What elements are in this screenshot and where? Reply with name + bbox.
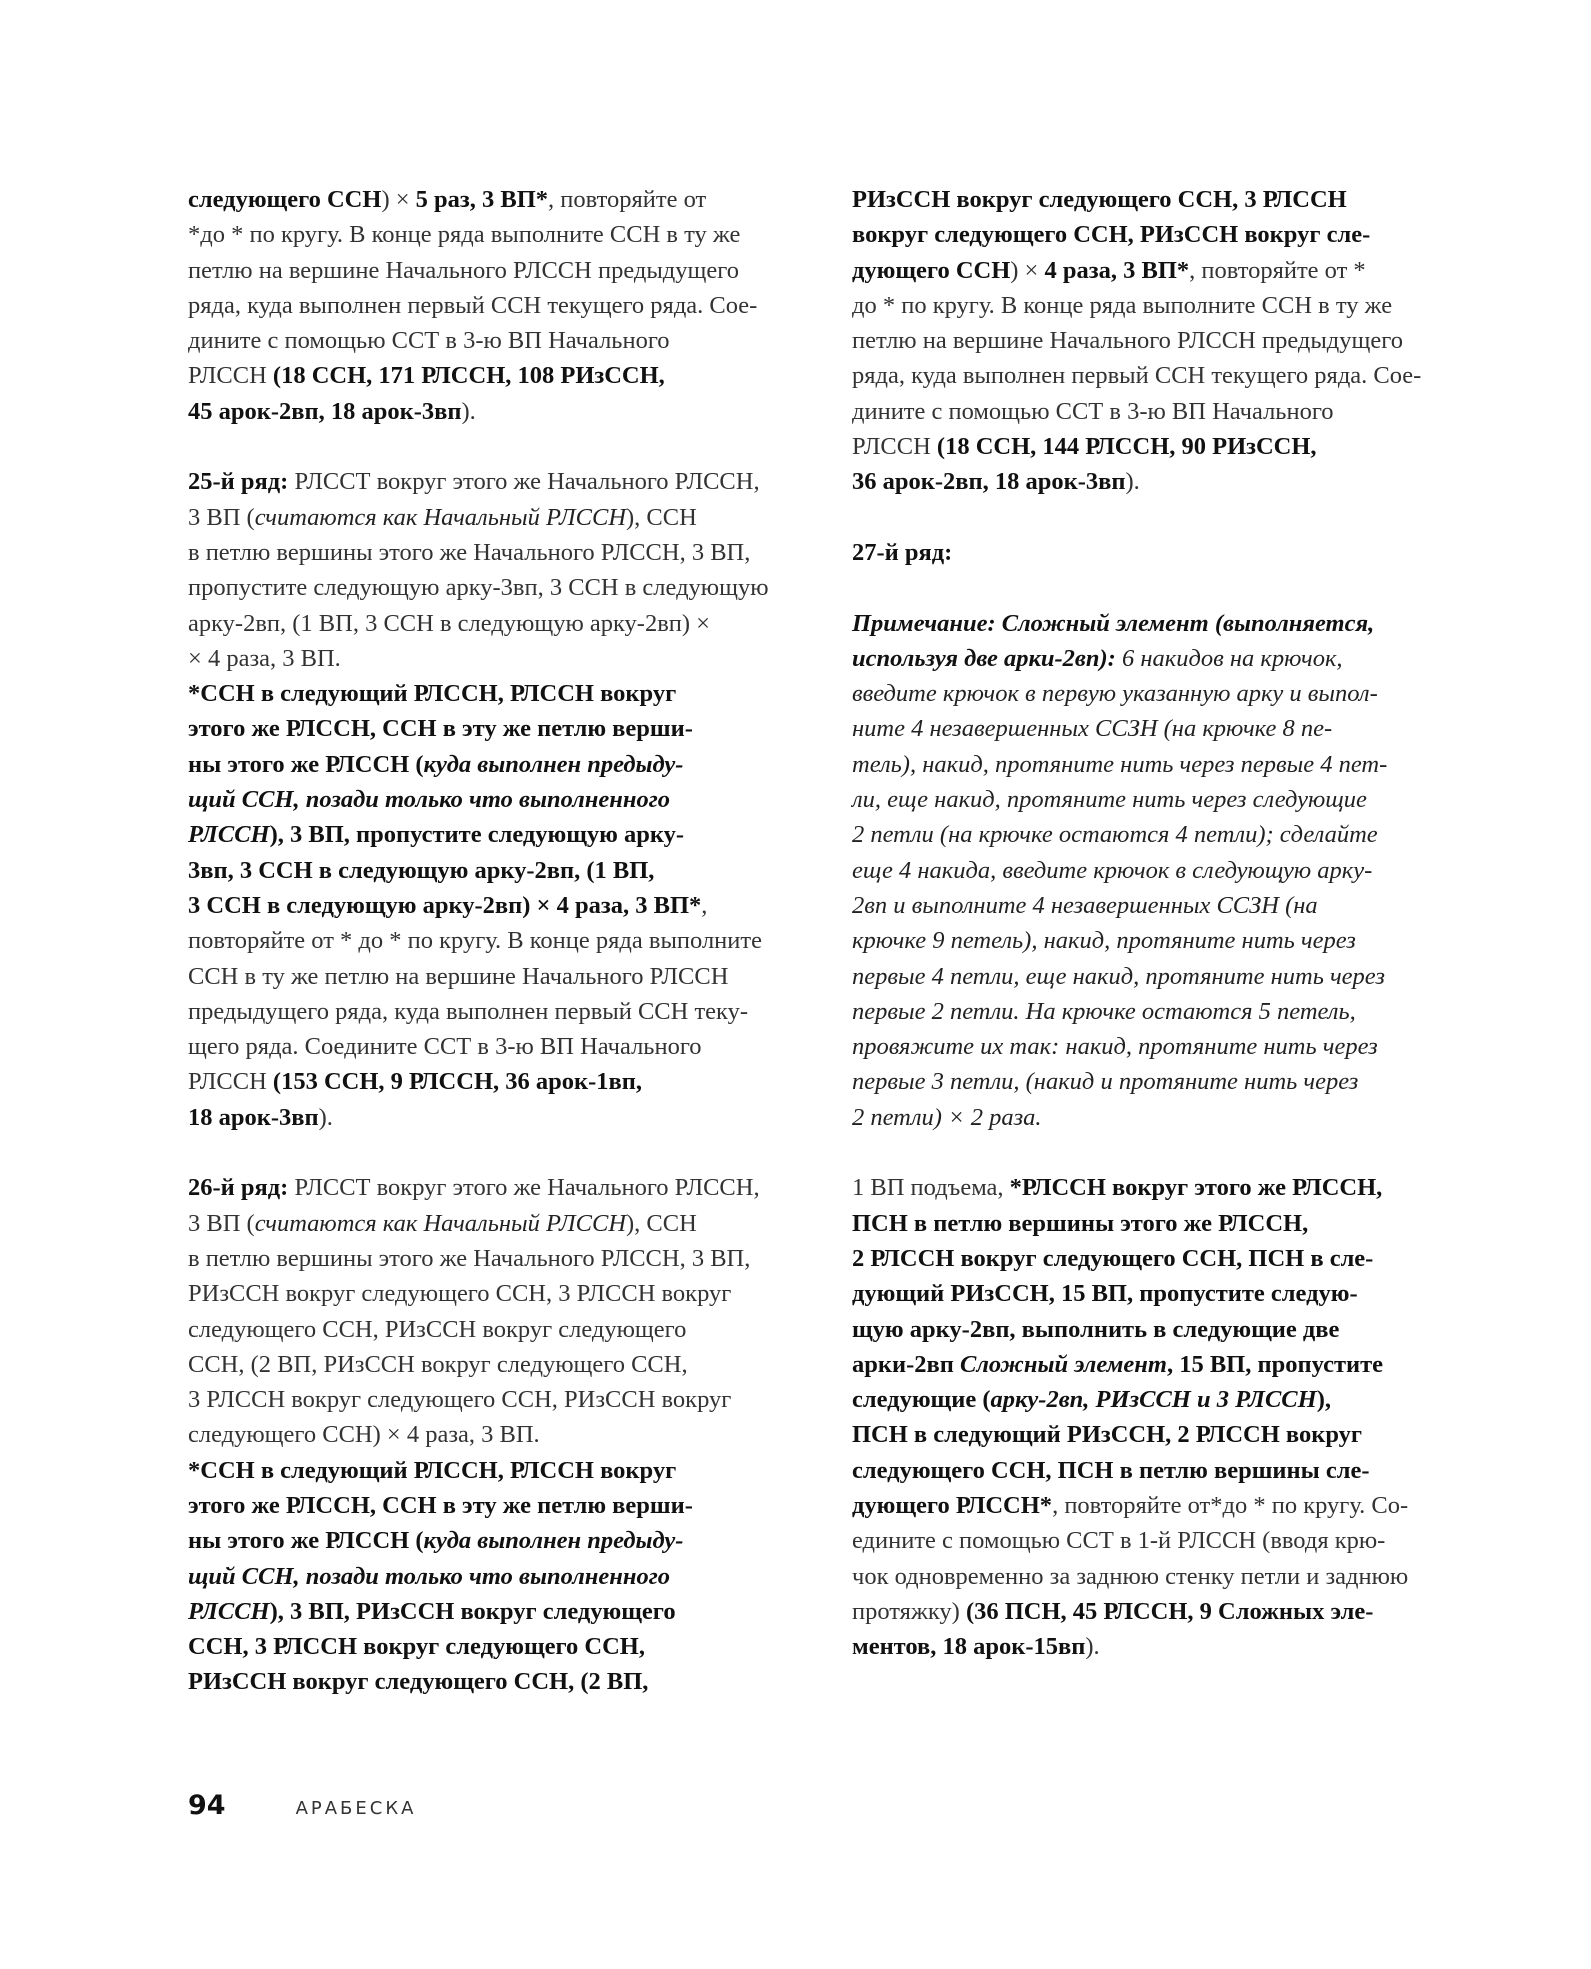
text-run: считаются как Начальный РЛССН: [254, 1209, 627, 1237]
text-line: [188, 1629, 803, 1664]
text-run: ).: [1125, 468, 1140, 496]
text-run: арки-2вп: [852, 1350, 960, 1378]
text-line: [188, 1312, 803, 1347]
text-run: 2 РЛССН вокруг следующего ССН, ПСН в сле-: [852, 1244, 1374, 1272]
text-run: ряда, куда выполнен первый ССН текущего ряда. Сое-: [188, 291, 758, 319]
text-run: *ССН в следующий РЛССН, РЛССН вокруг: [188, 1456, 677, 1484]
text-run: следующего ССН, ПСН в петлю вершины сле-: [852, 1456, 1370, 1484]
text-line: [852, 676, 1467, 711]
text-run: введите крючок в первую указанную арку и выпол-: [852, 680, 1378, 708]
paragraph: [852, 535, 1467, 570]
text-line: [852, 288, 1467, 323]
text-run: в петлю вершины этого же Начального РЛССН, 3 ВП,: [188, 538, 751, 566]
text-line: [188, 1523, 803, 1558]
text-line: [188, 323, 803, 358]
text-line: [852, 853, 1467, 888]
text-run: ССН, (2 ВП, РИзССН вокруг следующего ССН,: [188, 1350, 688, 1378]
text-line: [852, 959, 1467, 994]
text-line: [852, 464, 1467, 499]
text-run: дините с помощью ССТ в 3-ю ВП Начального: [852, 397, 1334, 425]
text-run: ), ССН: [626, 1209, 697, 1237]
text-line: [188, 1664, 803, 1699]
paragraph-gap: [188, 1135, 803, 1170]
text-run: (18 ССН, 144 РЛССН, 90 РИзССН,: [936, 433, 1317, 461]
text-run: первые 3 петли, (накид и протяните нить через: [852, 1068, 1359, 1096]
text-line: [852, 1206, 1467, 1241]
text-run: ).: [318, 1103, 333, 1131]
text-run: 4 раза, 3 ВП*: [1044, 256, 1190, 284]
text-line: [852, 182, 1467, 217]
text-line: [188, 782, 803, 817]
text-line: [188, 288, 803, 323]
text-line: [188, 641, 803, 676]
text-line: [188, 1100, 803, 1135]
text-run: 3вп, 3 ССН в следующую арку-2вп, (1 ВП,: [188, 856, 655, 884]
text-run: ).: [1085, 1633, 1100, 1661]
text-line: [188, 1488, 803, 1523]
text-line: [852, 1629, 1467, 1664]
text-run: × 4 раза, 3 ВП.: [188, 644, 341, 672]
text-run: щий ССН, позади только что выполненного: [188, 786, 671, 814]
text-line: [852, 923, 1467, 958]
left-text-column: [188, 182, 803, 1700]
text-run: РИзССН вокруг следующего ССН, (2 ВП,: [188, 1668, 649, 1696]
text-line: [852, 817, 1467, 852]
text-run: ССН, 3 РЛССН вокруг следующего ССН,: [188, 1633, 645, 1661]
text-run: 36 арок-2вп, 18 арок-3вп: [852, 468, 1126, 496]
text-line: [188, 253, 803, 288]
text-run: , повторяйте от: [548, 186, 707, 213]
text-run: 2 петли (на крючке остаются 4 петли); сделайте: [852, 821, 1378, 849]
text-run: в петлю вершины этого же Начального РЛССН, 3 ВП,: [188, 1244, 751, 1272]
text-run: ), 3 ВП, РИзССН вокруг следующего: [269, 1597, 676, 1625]
text-run: РЛССН: [852, 433, 937, 461]
text-run: щий ССН, позади только что выполненного: [188, 1562, 671, 1590]
text-line: [188, 182, 803, 217]
text-run: следующие (: [852, 1386, 991, 1414]
text-line: [852, 394, 1467, 429]
text-line: [852, 1312, 1467, 1347]
text-run: ряда, куда выполнен первый ССН текущего ряда. Сое-: [852, 362, 1422, 390]
text-run: петлю на вершине Начального РЛССН предыдущего: [852, 327, 1403, 355]
text-run: этого же РЛССН, ССН в эту же петлю верши-: [188, 1491, 693, 1519]
text-line: [188, 711, 803, 746]
text-line: [188, 1170, 803, 1205]
text-line: [188, 358, 803, 393]
right-text-column: [852, 182, 1467, 1664]
text-run: дующий РИзССН, 15 ВП, пропустите следую-: [852, 1280, 1358, 1308]
text-line: [852, 1347, 1467, 1382]
text-run: ,: [701, 891, 708, 919]
text-run: дините с помощью ССТ в 3-ю ВП Начального: [188, 327, 670, 355]
text-run: РЛССН: [188, 821, 270, 849]
text-run: 18 арок-3вп: [188, 1103, 319, 1131]
text-run: считаются как Начальный РЛССН: [254, 503, 627, 531]
text-run: РЛССН: [188, 1068, 273, 1096]
text-run: ПСН в следующий РИзССН, 2 РЛССН вокруг: [852, 1421, 1363, 1449]
text-run: ны этого же РЛССН (: [188, 750, 424, 778]
text-run: пропустите следующую арку-3вп, 3 ССН в следующую: [188, 574, 769, 602]
text-run: 1 ВП подъема,: [852, 1174, 1010, 1202]
text-run: предыдущего ряда, куда выполнен первый ССН теку-: [188, 997, 749, 1025]
text-run: (36 ПСН, 45 РЛССН, 9 Сложных эле-: [965, 1597, 1374, 1625]
text-line: [852, 641, 1467, 676]
text-line: [852, 1029, 1467, 1064]
text-run: , 15 ВП, пропустите: [1166, 1350, 1384, 1378]
text-run: первые 2 петли. На крючке остаются 5 петель,: [852, 997, 1356, 1025]
text-line: [852, 535, 1467, 570]
text-line: [188, 747, 803, 782]
text-run: *ССН в следующий РЛССН, РЛССН вокруг: [188, 680, 677, 708]
text-run: ПСН в петлю вершины этого же РЛССН,: [852, 1209, 1309, 1237]
text-run: ментов, 18 арок-15вп: [852, 1633, 1086, 1661]
text-line: [852, 358, 1467, 393]
text-line: [188, 1382, 803, 1417]
text-line: [188, 676, 803, 711]
text-run: РЛССН: [188, 1597, 270, 1625]
text-run: 2вп и выполните 4 незавершенных ССЗН (на: [852, 891, 1318, 919]
text-line: [188, 888, 803, 923]
text-line: [188, 464, 803, 499]
text-line: [852, 429, 1467, 464]
text-line: [188, 570, 803, 605]
text-run: первые 4 петли, еще накид, протяните нить через: [852, 962, 1385, 990]
text-line: [852, 747, 1467, 782]
paragraph-gap: [852, 1135, 1467, 1170]
text-run: ),: [1316, 1386, 1331, 1414]
text-run: , повторяйте от*до * по кругу. Со-: [1052, 1491, 1409, 1519]
text-run: 3 РЛССН вокруг следующего ССН, РИзССН вокруг: [188, 1386, 732, 1414]
text-run: 3 ССН в следующую арку-2вп) × 4 раза, 3 ВП*: [188, 891, 702, 919]
text-run: Сложный элемент: [960, 1350, 1167, 1378]
text-run: 27-й ряд:: [852, 538, 953, 566]
text-line: [852, 253, 1467, 288]
text-line: [188, 217, 803, 252]
text-run: арку-2вп, (1 ВП, 3 ССН в следующую арку-2вп) ×: [188, 609, 710, 637]
text-run: вокруг следующего ССН, РИзССН вокруг сле-: [852, 221, 1371, 249]
text-run: (18 ССН, 171 РЛССН, 108 РИзССН,: [272, 362, 665, 390]
text-run: петлю на вершине Начального РЛССН предыдущего: [188, 256, 739, 284]
text-run: (153 ССН, 9 РЛССН, 36 арок-1вп,: [272, 1068, 642, 1096]
text-line: [188, 1064, 803, 1099]
text-line: [188, 817, 803, 852]
text-line: [852, 711, 1467, 746]
text-run: 3 ВП (: [188, 503, 255, 531]
text-line: [852, 1488, 1467, 1523]
text-line: [852, 1559, 1467, 1594]
text-run: Примечание: Сложный элемент (выполняется,: [852, 609, 1375, 637]
text-line: [188, 1206, 803, 1241]
text-line: [852, 994, 1467, 1029]
text-line: [852, 1382, 1467, 1417]
text-run: этого же РЛССН, ССН в эту же петлю верши-: [188, 715, 693, 743]
text-run: дующего РЛССН*: [852, 1491, 1053, 1519]
text-run: повторяйте от * до * по кругу. В конце ряда выполните: [188, 927, 762, 955]
text-run: ССН в ту же петлю на вершине Начального РЛССН: [188, 962, 729, 990]
text-run: используя две арки-2вп):: [852, 644, 1116, 672]
paragraph-gap: [852, 570, 1467, 605]
text-run: крючке 9 петель), накид, протяните нить через: [852, 927, 1356, 955]
paragraph: [852, 182, 1467, 500]
text-run: арку-2вп, РИзССН и 3 РЛССН: [990, 1386, 1317, 1414]
text-line: [852, 1170, 1467, 1205]
text-line: [188, 1241, 803, 1276]
text-run: 2 петли) × 2 раза.: [852, 1103, 1042, 1131]
text-line: [188, 500, 803, 535]
paragraph: [852, 1170, 1467, 1664]
paragraph: [188, 464, 803, 1135]
text-run: куда выполнен предыду-: [423, 750, 684, 778]
text-line: [852, 606, 1467, 641]
text-run: протяжку): [852, 1597, 966, 1625]
text-run: РИзССН вокруг следующего ССН, 3 РЛССН вокруг: [188, 1280, 732, 1308]
text-line: [852, 1100, 1467, 1135]
text-run: провяжите их так: накид, протяните нить через: [852, 1033, 1378, 1061]
text-run: щего ряда. Соедините ССТ в 3-ю ВП Начального: [188, 1033, 702, 1061]
paragraph: [188, 182, 803, 429]
text-run: ), 3 ВП, пропустите следующую арку-: [269, 821, 685, 849]
text-line: [188, 959, 803, 994]
text-run: 3 ВП (: [188, 1209, 255, 1237]
text-run: щую арку-2вп, выполнить в следующие две: [852, 1315, 1340, 1343]
text-line: [852, 1276, 1467, 1311]
text-line: [852, 217, 1467, 252]
text-line: [852, 323, 1467, 358]
text-line: [188, 1347, 803, 1382]
text-run: РИзССН вокруг следующего ССН, 3 РЛССН: [852, 186, 1347, 213]
text-run: , повторяйте от *: [1189, 256, 1366, 284]
text-run: РЛССТ вокруг этого же Начального РЛССН,: [288, 468, 760, 496]
text-line: [188, 1453, 803, 1488]
text-run: ли, еще накид, протяните нить через следующие: [852, 786, 1367, 814]
paragraph: [188, 1170, 803, 1699]
text-run: ).: [461, 397, 476, 425]
text-line: [852, 1453, 1467, 1488]
text-line: [188, 1276, 803, 1311]
text-run: следующего ССН) × 4 раза, 3 ВП.: [188, 1421, 540, 1449]
text-run: ны этого же РЛССН (: [188, 1527, 424, 1555]
page-footer: [188, 1790, 416, 1830]
text-line: [188, 994, 803, 1029]
text-run: 25-й ряд:: [188, 468, 289, 496]
text-line: [852, 1241, 1467, 1276]
text-line: [852, 782, 1467, 817]
text-line: [188, 853, 803, 888]
text-line: [188, 394, 803, 429]
text-run: *РЛССН вокруг этого же РЛССН,: [1009, 1174, 1383, 1202]
text-line: [852, 1064, 1467, 1099]
text-run: ), ССН: [626, 503, 697, 531]
text-run: 26-й ряд:: [188, 1174, 289, 1202]
text-line: [852, 1523, 1467, 1558]
text-run: чок одновременно за заднюю стенку петли и заднюю: [852, 1562, 1409, 1590]
text-line: [852, 888, 1467, 923]
text-line: [188, 1029, 803, 1064]
text-run: *до * по кругу. В конце ряда выполните ССН в ту же: [188, 221, 741, 249]
text-line: [852, 1594, 1467, 1629]
text-run: едините с помощью ССТ в 1-й РЛССН (вводя крю-: [852, 1527, 1386, 1555]
text-run: 5 раз, 3 ВП*: [415, 186, 549, 213]
text-run: дующего ССН: [852, 256, 1011, 284]
text-run: 45 арок-2вп, 18 арок-3вп: [188, 397, 462, 425]
text-run: РЛССН: [188, 362, 273, 390]
text-run: ) ×: [381, 186, 416, 213]
text-run: тель), накид, протяните нить через первые 4 пет-: [852, 750, 1388, 778]
text-line: [188, 1559, 803, 1594]
text-run: еще 4 накида, введите крючок в следующую арку-: [852, 856, 1373, 884]
text-line: [188, 606, 803, 641]
text-line: [852, 1417, 1467, 1452]
paragraph-gap: [188, 429, 803, 464]
text-line: [188, 1417, 803, 1452]
running-title: АРАБЕСКА: [295, 1798, 417, 1819]
text-run: ните 4 незавершенных ССЗН (на крючке 8 пе-: [852, 715, 1333, 743]
text-run: куда выполнен предыду-: [423, 1527, 684, 1555]
paragraph: [852, 606, 1467, 1135]
page-number: 94: [188, 1790, 226, 1821]
text-run: следующего ССН: [188, 186, 382, 213]
text-line: [188, 535, 803, 570]
text-line: [188, 923, 803, 958]
text-run: следующего ССН, РИзССН вокруг следующего: [188, 1315, 687, 1343]
text-run: ) ×: [1010, 256, 1045, 284]
text-line: [188, 1594, 803, 1629]
paragraph-gap: [852, 500, 1467, 535]
text-run: РЛССТ вокруг этого же Начального РЛССН,: [288, 1174, 760, 1202]
text-run: до * по кругу. В конце ряда выполните ССН в ту же: [852, 291, 1393, 319]
text-run: 6 накидов на крючок,: [1115, 644, 1343, 672]
